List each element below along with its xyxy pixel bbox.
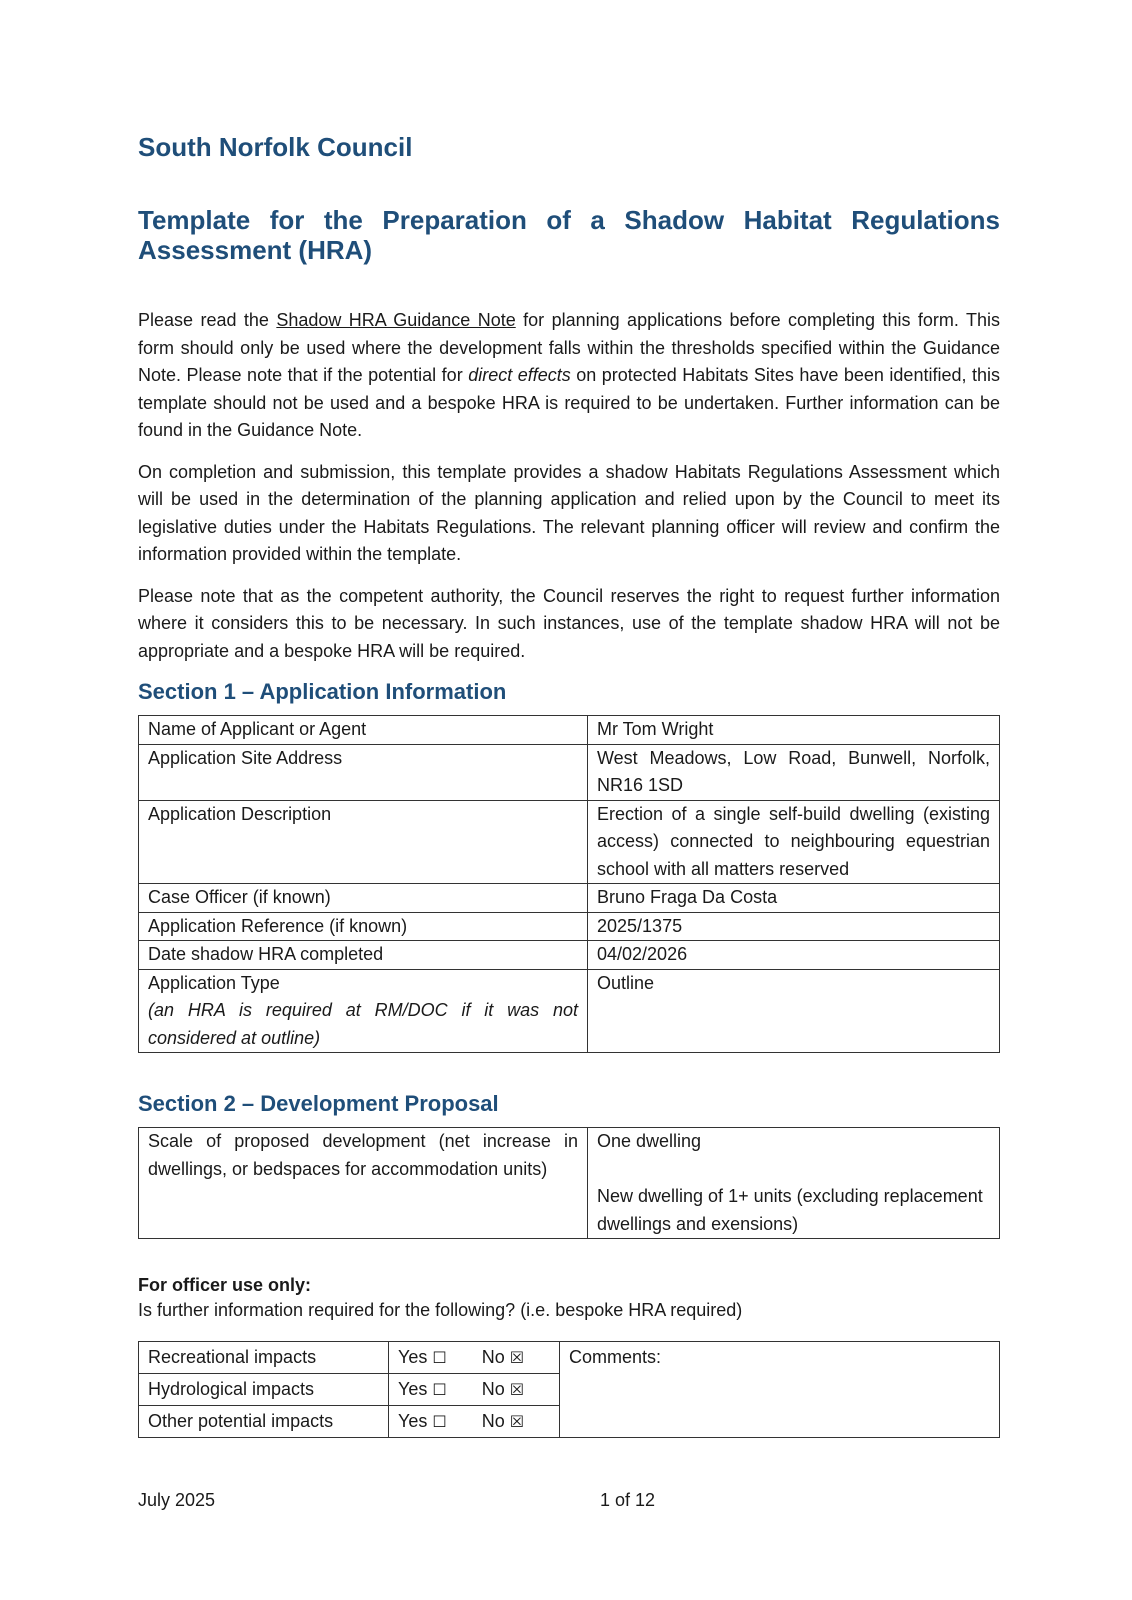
field-value: 04/02/2026 — [588, 941, 1000, 970]
development-proposal-table — [138, 1127, 1000, 1239]
field-value: 2025/1375 — [588, 912, 1000, 941]
intro-paragraph-1: Please read the Shadow HRA Guidance Note for planning applications before completing this form. This form should only be used where the development falls within the thresholds specified within the Guidance Note. Please note that if the potential for direct effects on protected Habitats Sites have been identified, this template should not be used and a bespoke HRA is required to be undertaken. Further information can be found in the Guidance Note. — [138, 310, 1000, 441]
table-row — [139, 884, 1000, 913]
impact-label: Recreational impacts — [139, 1342, 389, 1374]
section-2-heading: Section 2 – Development Proposal — [138, 1091, 499, 1117]
field-value: One dwelling New dwelling of 1+ units (excluding replacement dwellings and exensions) — [588, 1128, 1000, 1239]
application-type-note: (an HRA is required at RM/DOC if it was not considered at outline) — [148, 1000, 578, 1048]
officer-heading: For officer use only: — [138, 1275, 312, 1296]
no-checkbox[interactable]: ☒ — [509, 1412, 525, 1432]
no-checkbox[interactable]: ☒ — [509, 1348, 525, 1368]
yes-checkbox[interactable]: ☐ — [432, 1380, 447, 1400]
section-1-heading: Section 1 – Application Information — [138, 679, 507, 705]
table-row — [139, 716, 1000, 745]
field-value: West Meadows, Low Road, Bunwell, Norfolk, NR16 1SD — [588, 744, 1000, 800]
yes-checkbox[interactable]: ☐ — [432, 1412, 447, 1432]
field-label: Application Description — [139, 800, 588, 884]
officer-question: Is further information required for the following? (i.e. bespoke HRA required) — [138, 1300, 743, 1321]
officer-use-block — [138, 1273, 1000, 1323]
table-row — [139, 1342, 1000, 1374]
guidance-note-link[interactable]: Shadow HRA Guidance Note — [276, 310, 516, 331]
application-info-table — [138, 715, 1000, 1053]
field-label: Case Officer (if known) — [139, 884, 588, 913]
field-value: Outline — [588, 969, 1000, 1053]
intro-paragraph-2: On completion and submission, this template provides a shadow Habitats Regulations Assessment which will be used in the determination of the planning application and relied upon by the Council to meet its legislative duties under the Habitats Regulations. The relevant planning officer will review and confirm the information provided within the template. — [138, 461, 1000, 565]
no-checkbox[interactable]: ☒ — [509, 1380, 525, 1400]
yes-checkbox[interactable]: ☐ — [432, 1348, 447, 1368]
table-row — [139, 1128, 1000, 1239]
field-label: Scale of proposed development (net increase in dwellings, or bedspaces for accommodation units) — [139, 1128, 588, 1239]
yes-no-choice: Yes ☐ No ☒ — [389, 1342, 560, 1374]
field-label: Name of Applicant or Agent — [139, 716, 588, 745]
footer-date: July 2025 — [138, 1490, 216, 1510]
table-row — [139, 744, 1000, 800]
field-value: Bruno Fraga Da Costa — [588, 884, 1000, 913]
field-label: Application Type (an HRA is required at RM/DOC if it was not considered at outline) — [139, 969, 588, 1053]
yes-no-choice: Yes ☐ No ☒ — [389, 1374, 560, 1406]
table-row — [139, 912, 1000, 941]
document-page — [138, 132, 1000, 1438]
field-value: Erection of a single self-build dwelling (existing access) connected to neighbouring equestrian school with all matters reserved — [588, 800, 1000, 884]
intro-text — [138, 307, 1000, 665]
comments-cell: Comments: — [560, 1342, 1000, 1438]
impact-label: Other potential impacts — [139, 1406, 389, 1438]
officer-checklist-table — [138, 1341, 1000, 1438]
page-number: 1 of 12 — [600, 1490, 656, 1510]
table-row — [139, 800, 1000, 884]
field-value: Mr Tom Wright — [588, 716, 1000, 745]
field-label: Application Site Address — [139, 744, 588, 800]
field-label: Date shadow HRA completed — [139, 941, 588, 970]
table-row — [139, 941, 1000, 970]
document-title: Template for the Preparation of a Shadow Habitat Regulations Assessment (HRA) — [138, 205, 1000, 266]
field-label: Application Reference (if known) — [139, 912, 588, 941]
organisation-name: South Norfolk Council — [138, 132, 413, 162]
intro-paragraph-3: Please note that as the competent authority, the Council reserves the right to request further information where it considers this to be necessary. In such instances, use of the template shadow HRA will not be appropriate and a bespoke HRA will be required. — [138, 585, 1000, 661]
yes-no-choice: Yes ☐ No ☒ — [389, 1406, 560, 1438]
table-row — [139, 969, 1000, 1053]
impact-label: Hydrological impacts — [139, 1374, 389, 1406]
